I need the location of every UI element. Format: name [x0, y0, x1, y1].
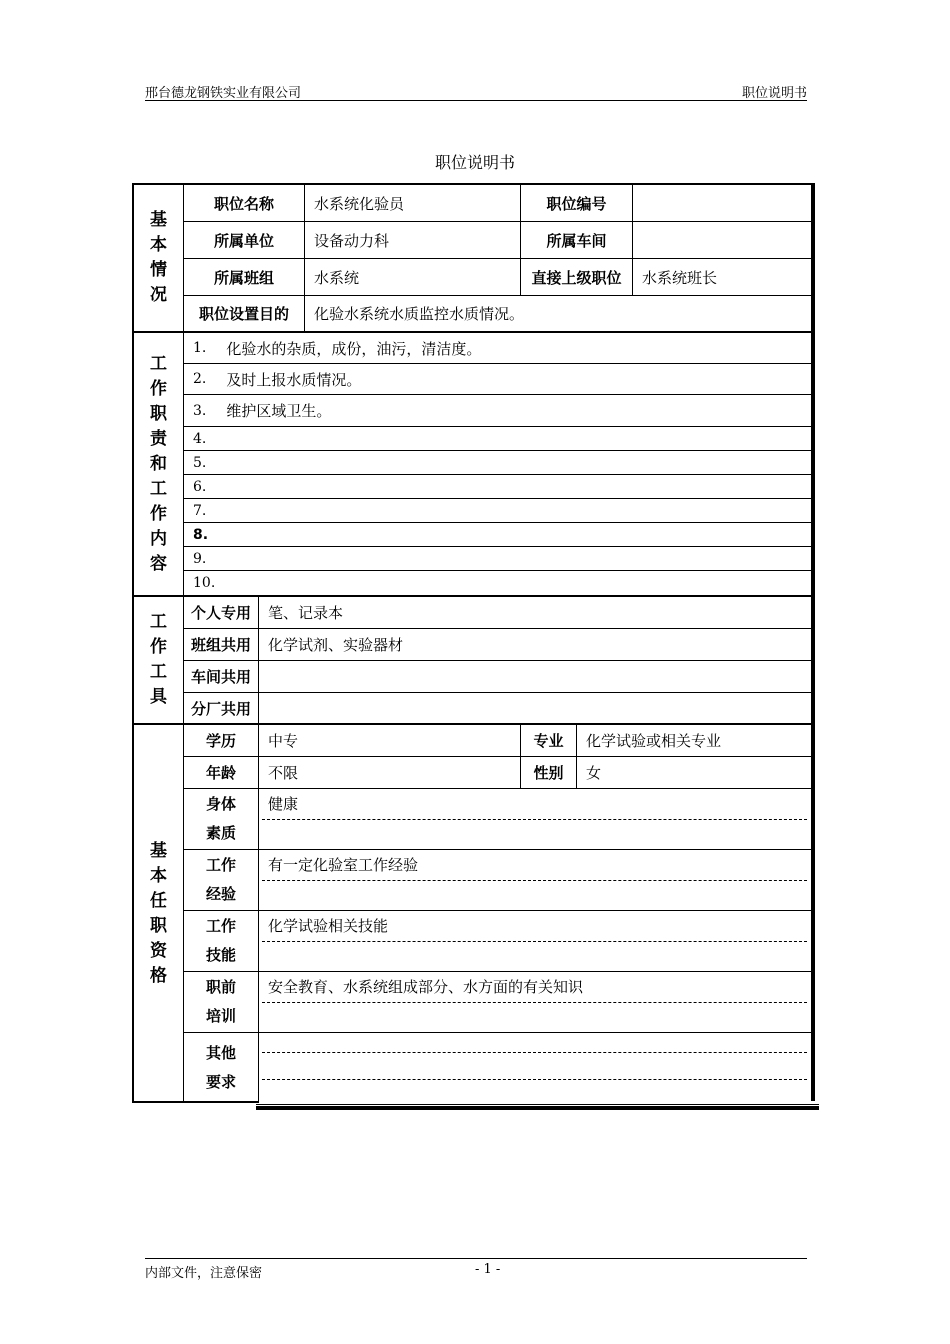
tool-value: [258, 661, 811, 692]
page-number: - 1 -: [475, 1262, 501, 1277]
label-other: 其他要求: [205, 1044, 236, 1091]
duty-item: 1. 化验水的杂质，成份，油污，清洁度。: [184, 333, 811, 364]
duty-item: 8.: [184, 523, 811, 547]
row-physical: [184, 789, 811, 850]
tool-row: [184, 661, 811, 693]
value-purpose: 化验水系统水质监控水质情况。: [304, 296, 811, 331]
duty-item: 10.: [184, 571, 811, 597]
label-training: 职前培训: [205, 978, 236, 1025]
value-training: 安全教育、水系统组成部分、水方面的有关知识: [268, 978, 584, 996]
duty-item: 3. 维护区域卫生。: [184, 395, 811, 427]
row-position-name: [184, 185, 811, 222]
label-age: 年龄: [205, 764, 236, 782]
tool-label: 分厂共用: [190, 699, 251, 718]
section-duties: 工作职责和工作内容: [134, 333, 184, 597]
row-purpose: [184, 296, 811, 333]
row-experience: [184, 850, 811, 911]
label-position-name: 职位名称: [213, 194, 274, 213]
label-unit: 所属单位: [213, 231, 274, 250]
label-education: 学历: [205, 732, 236, 750]
page-footer: [145, 1258, 807, 1279]
dashed-line: [262, 1052, 807, 1053]
label-physical: 身体素质: [205, 795, 236, 842]
page-title: 职位说明书: [434, 153, 515, 172]
tool-value: [258, 693, 811, 723]
row-skill: [184, 911, 811, 972]
tool-label: 班组共用: [190, 636, 251, 654]
tool-value: 化学试剂、实验器材: [258, 629, 811, 660]
value-other: [258, 1033, 811, 1103]
value-position-code: [632, 185, 811, 221]
value-education: 中专: [258, 725, 520, 756]
row-unit: [184, 222, 811, 259]
tool-label: 车间共用: [190, 668, 251, 686]
section-qualifications: 基本任职资格: [134, 725, 184, 1103]
value-major: 化学试验或相关专业: [576, 725, 811, 756]
tool-label: 个人专用: [190, 604, 251, 622]
footer-confidential: 内部文件，注意保密: [145, 1266, 263, 1281]
value-skill: 化学试验相关技能: [268, 917, 389, 935]
row-other: [184, 1033, 811, 1103]
value-physical: 健康: [268, 795, 299, 813]
value-age: 不限: [258, 757, 520, 788]
value-superior: 水系统班长: [632, 259, 811, 295]
label-gender: 性别: [520, 757, 576, 788]
dashed-line: [262, 1002, 807, 1003]
tool-row: [184, 693, 811, 725]
row-age: [184, 757, 811, 789]
label-superior: 直接上级职位: [520, 259, 632, 295]
duty-item: 2. 及时上报水质情况。: [184, 364, 811, 395]
dashed-line: [262, 941, 807, 942]
tool-value: 笔、记录本: [258, 597, 811, 628]
duty-item: 6.: [184, 475, 811, 499]
value-workshop: [632, 222, 811, 258]
dashed-line: [262, 1079, 807, 1080]
value-gender: 女: [576, 757, 811, 788]
row-team: [184, 259, 811, 296]
table-bottom-shadow: [256, 1106, 819, 1110]
row-education: [184, 725, 811, 757]
label-position-code: 职位编号: [520, 185, 632, 221]
value-position-name: 水系统化验员: [304, 185, 520, 221]
label-purpose: 职位设置目的: [198, 305, 289, 323]
table-bottom-left: [132, 1101, 258, 1103]
row-training: [184, 972, 811, 1033]
dashed-line: [262, 819, 807, 820]
section-basic-info: 基本情况: [134, 185, 184, 333]
section-tools: 工作工具: [134, 597, 184, 725]
value-team: 水系统: [304, 259, 520, 295]
duty-item: 4.: [184, 427, 811, 451]
duty-item: 5.: [184, 451, 811, 475]
label-workshop: 所属车间: [520, 222, 632, 258]
tool-row: [184, 597, 811, 629]
dashed-line: [262, 880, 807, 881]
header-doc-type: 职位说明书: [741, 86, 807, 101]
duty-item: 9.: [184, 547, 811, 571]
tool-row: [184, 629, 811, 661]
label-team: 所属班组: [213, 268, 274, 287]
label-major: 专业: [520, 725, 576, 756]
table-bottom-inner: [256, 1104, 819, 1105]
value-experience: 有一定化验室工作经验: [268, 856, 419, 874]
label-skill: 工作技能: [205, 917, 236, 964]
page-header: [145, 82, 807, 101]
job-description-table: [132, 183, 815, 1101]
value-unit: 设备动力科: [304, 222, 520, 258]
duty-item: 7.: [184, 499, 811, 523]
company-name: 邢台德龙钢铁实业有限公司: [145, 86, 302, 101]
label-experience: 工作经验: [205, 856, 236, 903]
